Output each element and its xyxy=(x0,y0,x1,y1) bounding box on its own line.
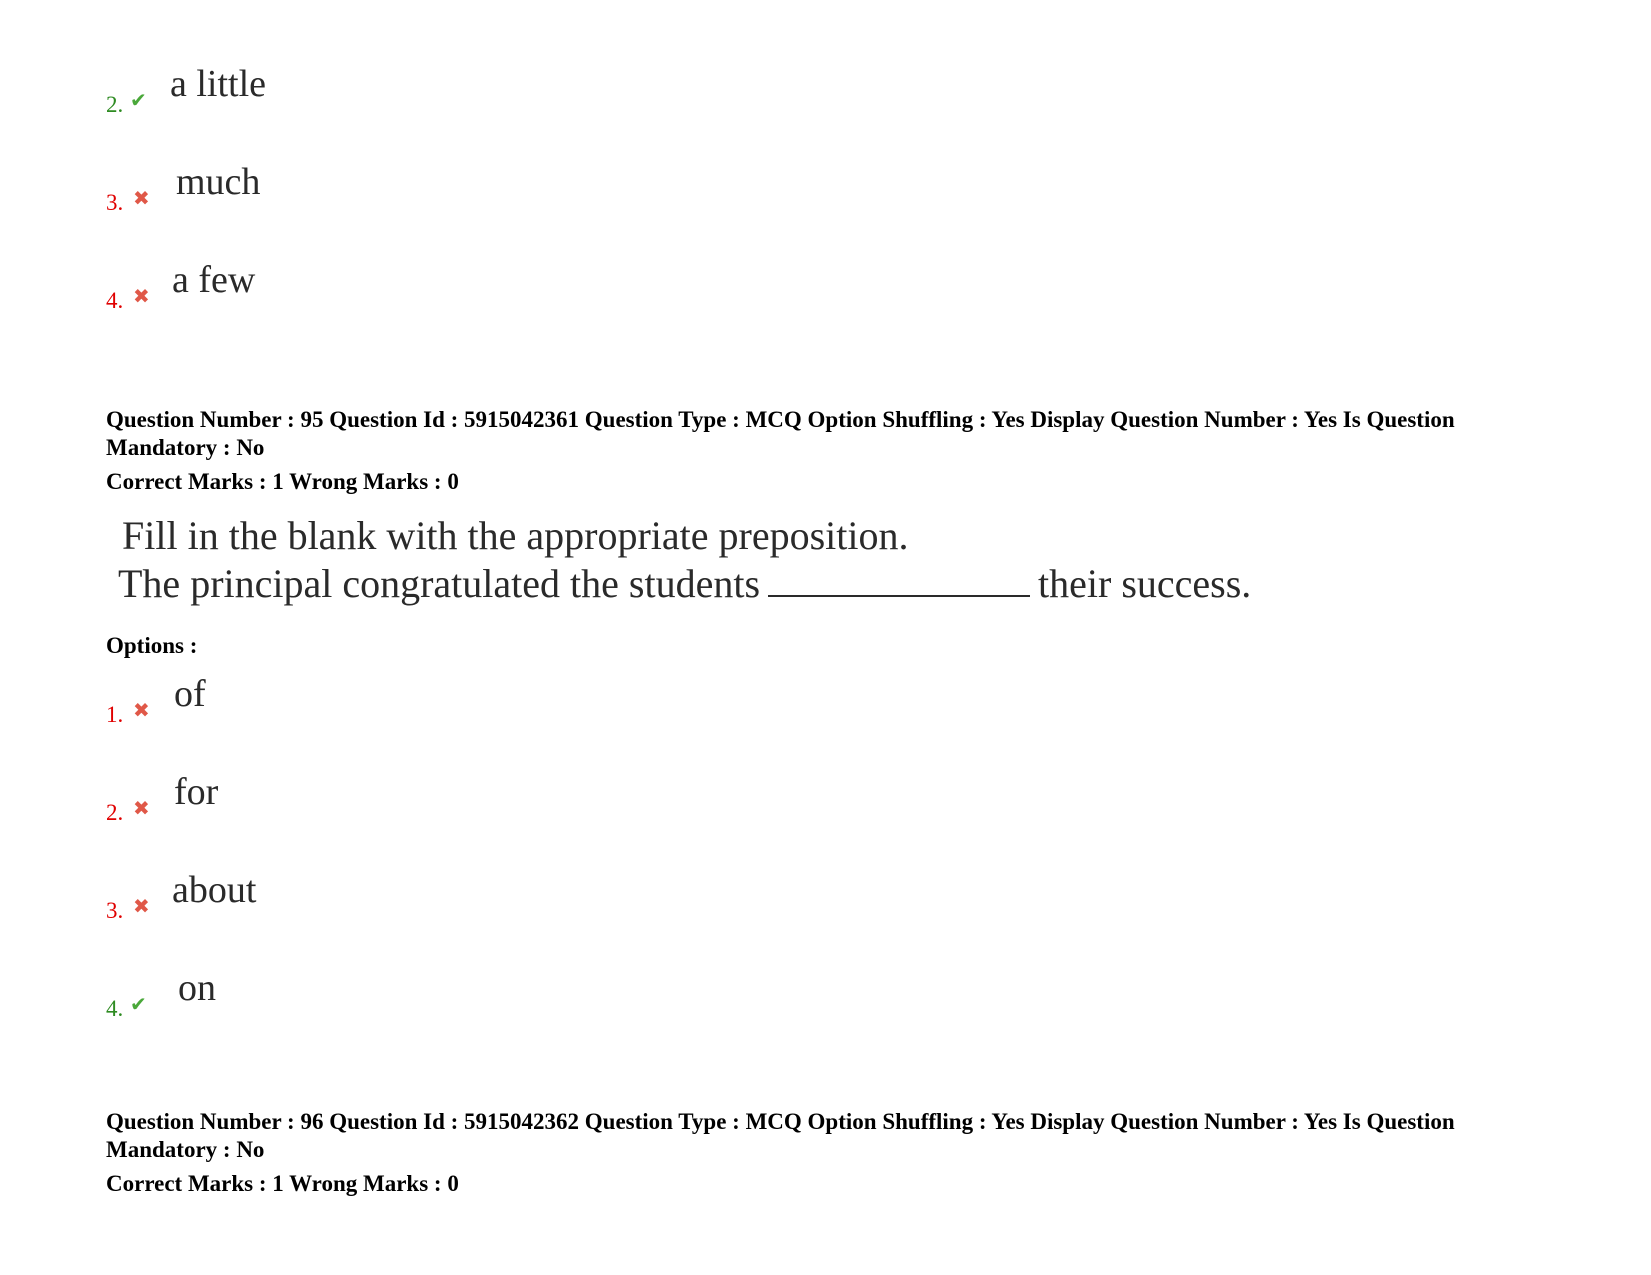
question-meta: Question Number : 95 Question Id : 5915042361 Question Type : MCQ Option Shuffling : Yes Display Question Number : Yes Is Question Mandatory : No xyxy=(106,407,1455,460)
sentence-after: their success. xyxy=(1038,561,1252,606)
option-item xyxy=(106,258,506,318)
cross-icon: ✖ xyxy=(133,894,150,918)
option-text: on xyxy=(178,967,216,1009)
question-marks: Correct Marks : 1 Wrong Marks : 0 xyxy=(106,1171,459,1196)
check-icon: ✔ xyxy=(130,992,147,1016)
option-item xyxy=(106,62,506,122)
option-number: 3. xyxy=(106,898,124,923)
cross-icon: ✖ xyxy=(133,284,150,308)
option-number: 1. xyxy=(106,702,124,727)
option-number: 4. xyxy=(106,288,124,313)
question-body xyxy=(118,512,1251,608)
option-text: much xyxy=(176,161,261,203)
option-text: a little xyxy=(170,63,267,105)
option-number: 3. xyxy=(106,190,124,215)
option-number: 4. xyxy=(106,996,124,1021)
option-item xyxy=(106,160,506,220)
option-item xyxy=(106,770,506,830)
cross-icon: ✖ xyxy=(133,186,150,210)
question-sentence xyxy=(118,560,1251,608)
cross-icon: ✖ xyxy=(133,698,150,722)
option-text: of xyxy=(174,673,206,715)
answer-blank xyxy=(768,561,1030,597)
question-meta: Question Number : 96 Question Id : 5915042362 Question Type : MCQ Option Shuffling : Yes Display Question Number : Yes Is Question Mandatory : No xyxy=(106,1109,1455,1162)
question-instruction: Fill in the blank with the appropriate preposition. xyxy=(122,513,909,558)
option-number: 2. xyxy=(106,92,124,117)
option-item xyxy=(106,966,506,1026)
options-label: Options : xyxy=(106,633,198,658)
option-text: a few xyxy=(172,259,256,301)
option-number: 2. xyxy=(106,800,124,825)
option-item xyxy=(106,672,506,732)
check-icon: ✔ xyxy=(130,88,147,112)
sentence-before: The principal congratulated the students xyxy=(118,561,761,606)
option-text: for xyxy=(174,771,219,813)
cross-icon: ✖ xyxy=(133,796,150,820)
option-text: about xyxy=(172,869,257,911)
option-item xyxy=(106,868,506,928)
question-marks: Correct Marks : 1 Wrong Marks : 0 xyxy=(106,469,459,494)
